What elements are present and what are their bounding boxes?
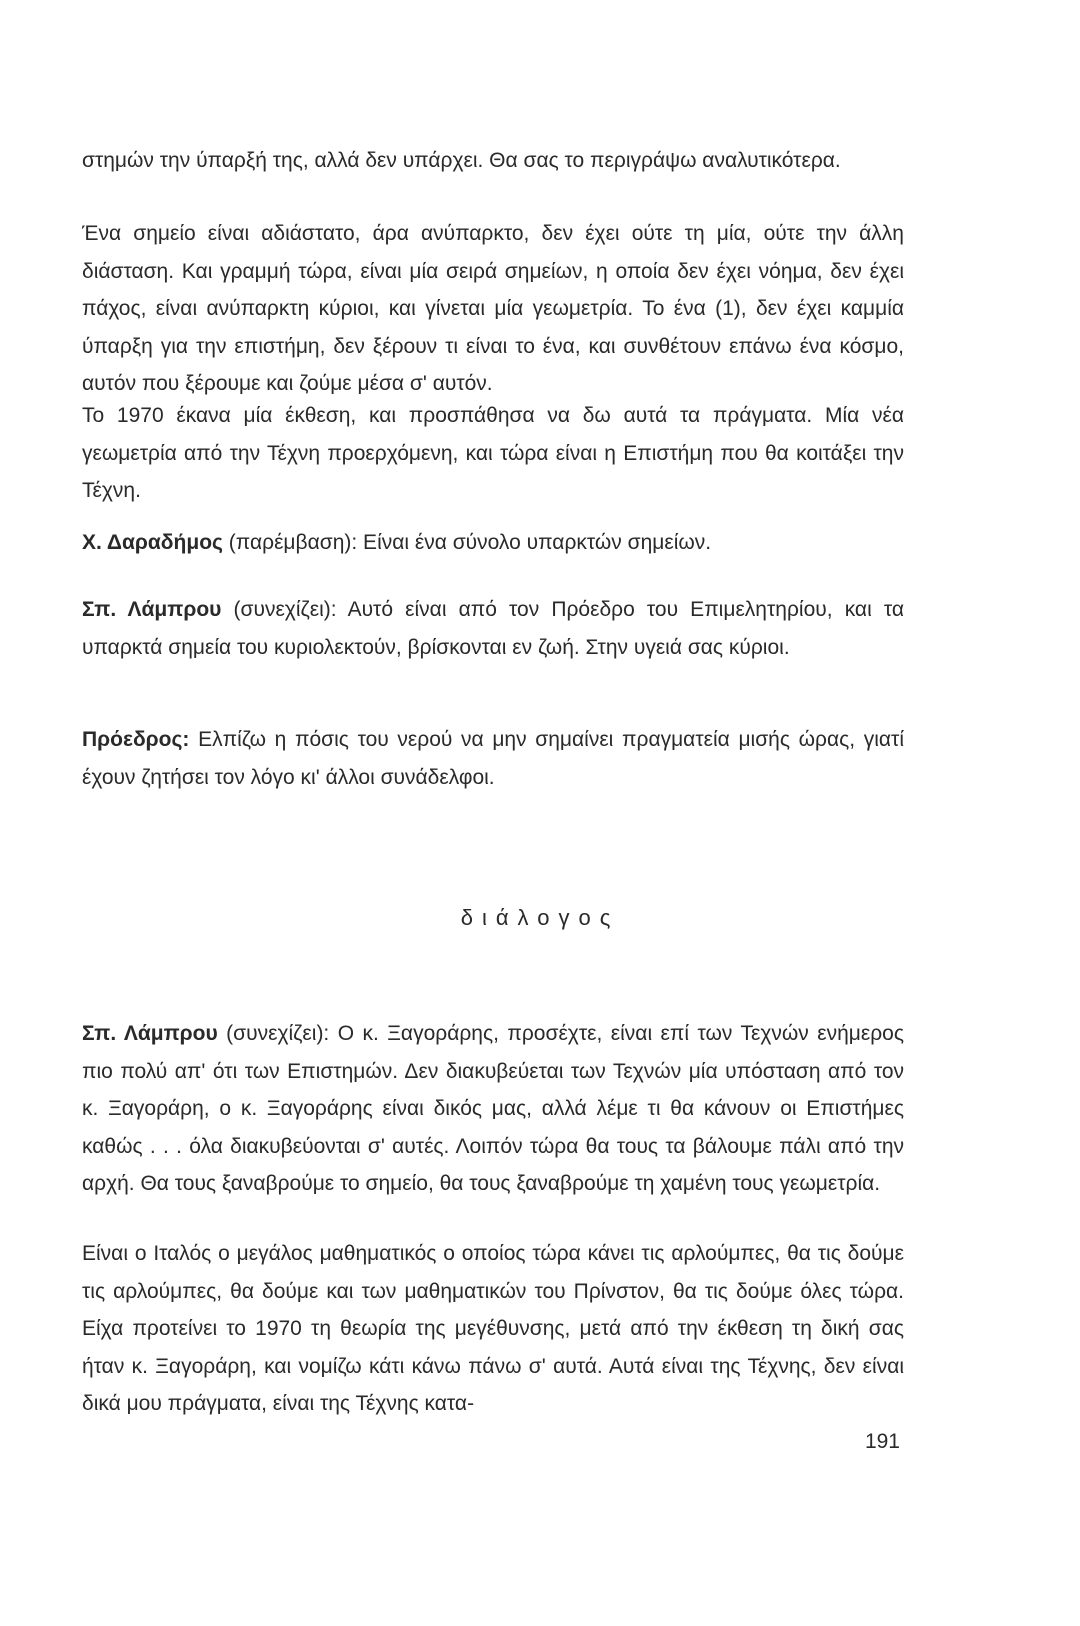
section-heading: διάλογος [460,905,620,930]
paragraph-text: Ένα σημείο είναι αδιάστατο, άρα ανύπαρκτο, δεν έχει ούτε τη μία, ούτε την άλλη διάσταση. Και γραμμή τώρα, είναι μία σειρά σημείων, η οποία δεν έχει νόημα, δεν έχει πάχος, είναι ανύπαρκτη κύριοι, και γίνεται μία γεωμετρία. Το ένα (1), δεν έχει καμμία ύπαρξη για την επιστήμη, δεν ξέρουν τι είναι το ένα, και συνθέτουν επάνω ένα κόσμο, αυτόν που ξέρουμε και ζούμε μέσα σ' αυτόν. [82,222,904,395]
paragraph-text: Ελπίζω η πόσις του νερού να μην σημαίνει πραγματεία μισής ώρας, γιατί έχουν ζητήσει τον λόγο κι' άλλοι συνάδελφοι. [82,728,904,789]
paragraph-text: (συνεχίζει): Ο κ. Ξαγοράρης, προσέχτε, είναι επί των Τεχνών ενήμερος πιο πολύ απ' ότι των Επιστημών. Δεν διακυβεύεται των Τεχνών μία υπόσταση από τον κ. Ξαγοράρη, ο κ. Ξαγοράρης είναι δικός μας, αλλά λέμε τι θα κάνουν οι Επιστήμες καθώς . . . όλα διακυβεύονται σ' αυτές. Λοιπόν τώρα θα τους τα βάλουμε πάλι από την αρχή. Θα τους ξαναβρούμε το σημείο, θα τους ξαναβρούμε τη χαμένη τους γεωμετρία. [82,1022,904,1195]
paragraph-text: στημών την ύπαρξή της, αλλά δεν υπάρχει. Θα σας το περιγράψω αναλυτικότερα. [82,149,841,172]
speaker-name: Χ. Δαραδήμος [82,531,223,554]
paragraph-text: Είναι ο Ιταλός ο μεγάλος μαθηματικός ο οποίος τώρα κάνει τις αρλούμπες, θα τις δούμε τις αρλούμπες, θα δούμε και των μαθηματικών του Πρίνστον, θα τις δούμε όλες τώρα. Είχα προτείνει το 1970 τη θεωρία της μεγέθυνσης, μετά από την έκθεση τη δική σας ήταν κ. Ξαγοράρη, και νομίζω κάτι κάνω πάνω σ' αυτά. Αυτά είναι της Τέχνης, δεν είναι δικά μου πράγματα, είναι της Τέχνης κατα- [82,1242,904,1415]
paragraph-lamprou-1 [82,591,904,666]
speaker-name: Πρόεδρος: [82,728,190,751]
paragraph-exhibition [82,397,904,510]
paragraph-lamprou-2 [82,1015,904,1203]
paragraph-continuation [82,142,904,180]
paragraph-text: (συνεχίζει): Αυτό είναι από τον Πρόεδρο του Επιμελητηρίου, και τα υπαρκτά σημεία του κυριολεκτούν, βρίσκονται εν ζωή. Στην υγειά σας κύριοι. [82,598,904,659]
speaker-name: Σπ. Λάμπρου [82,1022,218,1045]
page-number: 191 [864,1430,900,1453]
paragraph-point [82,215,904,403]
paragraph-text: (παρέμβαση): Είναι ένα σύνολο υπαρκτών σημείων. [222,531,712,554]
paragraph-president [82,721,904,796]
speaker-name: Σπ. Λάμπρου [82,598,222,621]
paragraph-italian [82,1235,904,1423]
paragraph-text: Το 1970 έκανα μία έκθεση, και προσπάθησα να δω αυτά τα πράγματα. Μία νέα γεωμετρία από την Τέχνη προερχόμενη, και τώρα είναι η Επιστήμη που θα κοιτάξει την Τέχνη. [82,404,904,502]
paragraph-daradimos [82,524,904,562]
